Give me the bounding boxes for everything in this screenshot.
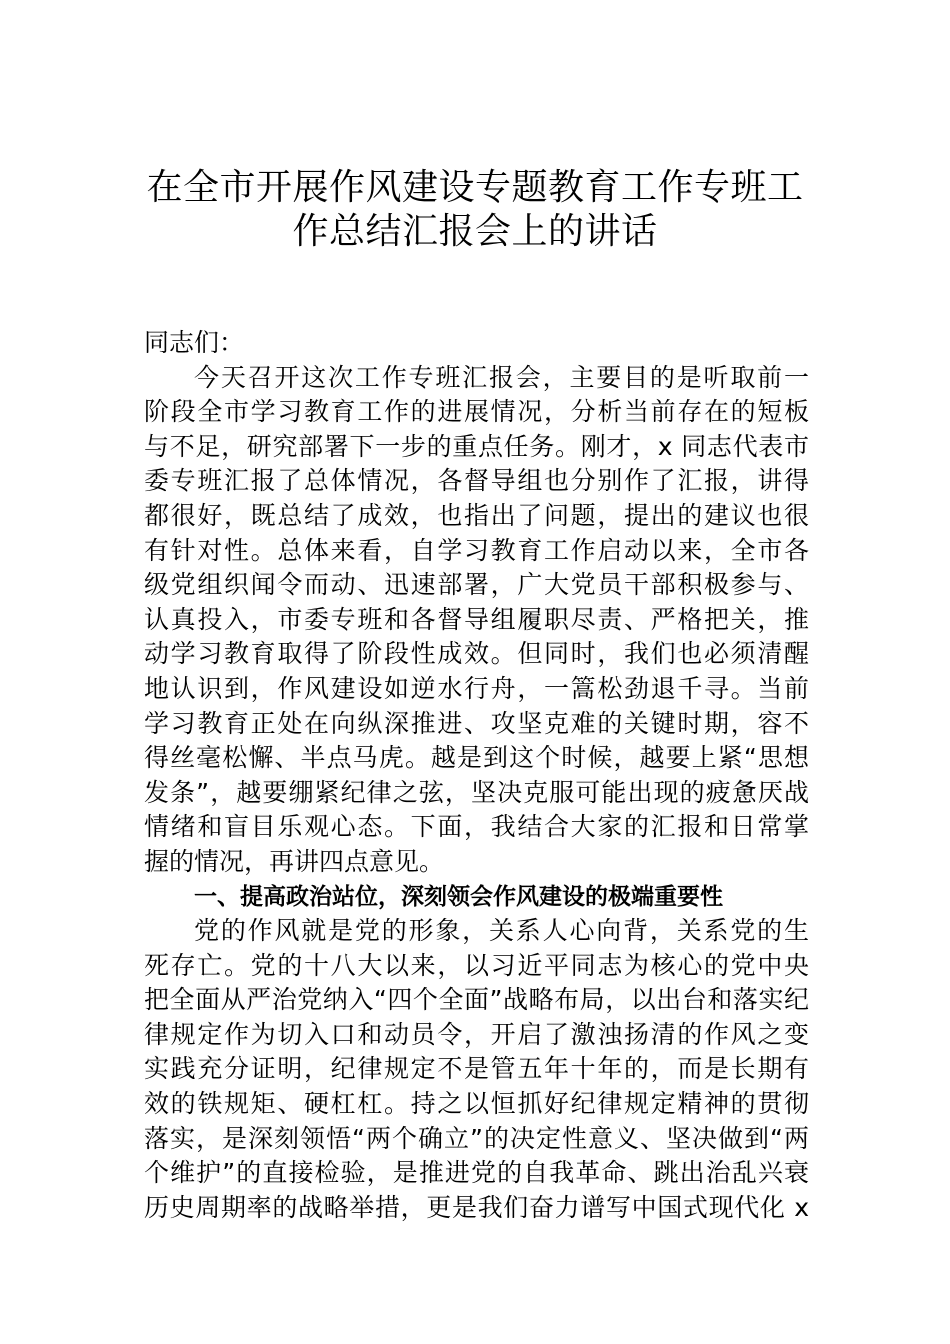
body-text-line: 历史周期率的战略举措，更是我们奋力谱写中国式现代化 x [144,1192,809,1222]
body-text-line: 今天召开这次工作专班汇报会，主要目的是听取前一 [194,362,809,392]
body-text-line: 与不足，研究部署下一步的重点任务。刚才，x 同志代表市 [144,431,809,461]
body-text-line: 个维护”的直接检验，是推进党的自我革命、跳出治乱兴衰 [144,1158,809,1188]
body-text-line: 委专班汇报了总体情况，各督导组也分别作了汇报，讲得 [144,466,809,496]
body-text-line: 地认识到，作风建设如逆水行舟，一篙松劲退千寻。当前 [144,673,809,703]
body-text-line: 得丝毫松懈、半点马虎。越是到这个时候，越要上紧“思想 [144,743,809,773]
body-text-line: 情绪和盲目乐观心态。下面，我结合大家的汇报和日常掌 [144,812,809,842]
body-text-line: 都很好，既总结了成效，也指出了问题，提出的建议也很 [144,500,809,530]
body-text-line: 阶段全市学习教育工作的进展情况，分析当前存在的短板 [144,397,809,427]
body-text-line: 握的情况，再讲四点意见。 [144,846,445,876]
body-text-line: 律规定作为切入口和动员令，开启了激浊扬清的作风之变 [144,1019,809,1049]
body-text-line: 学习教育正处在向纵深推进、攻坚克难的关键时期，容不 [144,708,809,738]
body-text-line: 死存亡。党的十八大以来，以习近平同志为核心的党中央 [144,950,809,980]
section-heading: 一、提高政治站位，深刻领会作风建设的极端重要性 [194,883,723,910]
document-title-line-1: 在全市开展作风建设专题教育工作专班工 [146,167,804,208]
body-text-line: 动学习教育取得了阶段性成效。但同时，我们也必须清醒 [144,639,809,669]
body-text-line: 落实，是深刻领悟“两个确立”的决定性意义、坚决做到“两 [144,1123,809,1153]
document-body [144,326,809,1225]
body-text-line: 级党组织闻令而动、迅速部署，广大党员干部积极参与、 [144,570,809,600]
body-text-line: 实践充分证明，纪律规定不是管五年十年的，而是长期有 [144,1054,809,1084]
document-title-line-2: 作总结汇报会上的讲话 [292,211,658,252]
body-text-line: 党的作风就是党的形象，关系人心向背，关系党的生 [194,916,809,946]
body-text-line: 同志们： [144,328,245,357]
body-text-line: 认真投入，市委专班和各督导组履职尽责、严格把关，推 [144,604,809,634]
body-text-line: 效的铁规矩、硬杠杠。持之以恒抓好纪律规定精神的贯彻 [144,1089,809,1119]
body-text-line: 发条”，越要绷紧纪律之弦，坚决克服可能出现的疲惫厌战 [144,777,809,807]
body-text-line: 有针对性。总体来看，自学习教育工作启动以来，全市各 [144,535,809,565]
body-text-line: 把全面从严治党纳入“四个全面”战略布局，以出台和落实纪 [144,985,809,1015]
